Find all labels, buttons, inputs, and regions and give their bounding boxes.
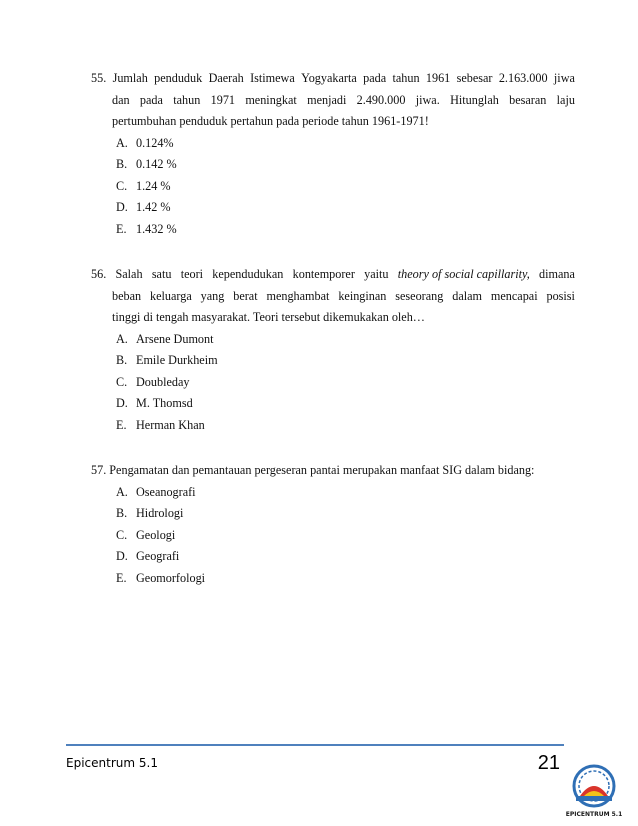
question-57-options [91, 482, 575, 590]
question-56-options [91, 329, 575, 437]
option-a[interactable]: A. Arsene Dumont [116, 331, 214, 346]
option-c[interactable]: C. Doubleday [116, 374, 190, 389]
question-56-line-3: tinggi di tengah masyarakat. Teori tersebut dikemukakan oleh… [112, 310, 425, 324]
question-number: 55. [91, 71, 107, 85]
question-55-options [91, 133, 575, 241]
option-d[interactable]: D. 1.42 % [116, 200, 171, 214]
option-e[interactable]: E. Herman Khan [116, 417, 205, 432]
page-number: 21 [537, 752, 560, 774]
option-d[interactable]: D. Geografi [116, 549, 180, 563]
footer-rule [66, 744, 564, 746]
option-d[interactable]: D. M. Thomsd [116, 396, 193, 410]
question-number: 56. [91, 267, 107, 281]
footer-title: Epicentrum 5.1 [66, 756, 158, 770]
option-e[interactable]: E. Geomorfologi [116, 570, 206, 585]
option-b[interactable]: B. Emile Durkheim [116, 353, 218, 367]
question-56-line-2: beban keluarga yang berat menghambat keinginan seseorang dalam mencapai posisi [112, 288, 575, 303]
question-55 [91, 68, 575, 240]
epicentrum-logo-icon [566, 762, 622, 820]
option-b[interactable]: B. Hidrologi [116, 506, 184, 520]
question-56-line-1: 56. Salah satu teori kependudukan kontemporer yaitu theory of social capillarity, dimana [91, 264, 575, 286]
question-55-line-2: dan pada tahun 1971 meningkat menjadi 2.490.000 jiwa. Hitunglah besaran laju [112, 92, 575, 107]
question-55-line-1: 55. Jumlah penduduk Daerah Istimewa Yogyakarta pada tahun 1961 sebesar 2.163.000 jiwa [91, 68, 575, 90]
italic-term: theory of social capillarity, [397, 267, 530, 281]
option-c[interactable]: C. Geologi [116, 527, 176, 542]
question-56 [91, 264, 575, 436]
question-55-line-3: pertumbuhan penduduk pertahun pada periode tahun 1961-1971! [112, 114, 429, 128]
option-a[interactable]: A. Oseanografi [116, 484, 196, 499]
question-57-line-1: 57. Pengamatan dan pemantauan pergeseran pantai merupakan manfaat SIG dalam bidang: [91, 463, 535, 477]
logo-base [576, 796, 612, 801]
option-a[interactable]: A. 0.124% [116, 135, 174, 150]
logo-text: EPICENTRUM 5.1 [566, 811, 622, 818]
option-b[interactable]: B. 0.142 % [116, 157, 177, 171]
question-57 [91, 460, 575, 589]
option-e[interactable]: E. 1.432 % [116, 221, 177, 236]
option-c[interactable]: C. 1.24 % [116, 178, 171, 193]
